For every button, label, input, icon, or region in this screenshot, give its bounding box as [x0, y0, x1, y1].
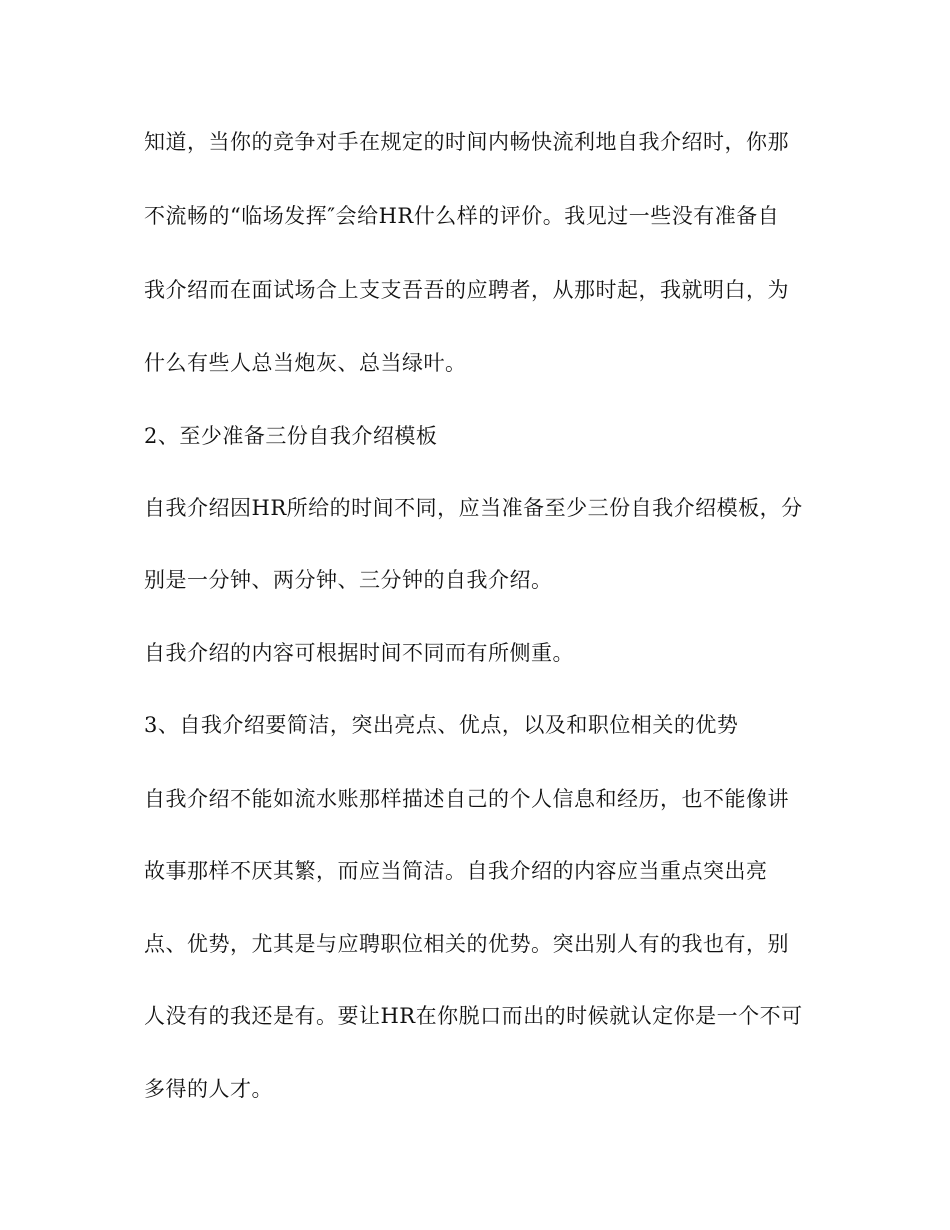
paragraph-line: 人没有的我还是有。要让HR在你脱口而出的时候就认定你是一个不可 [144, 1004, 803, 1028]
paragraph-line: 我介绍而在面试场合上支支吾吾的应聘者，从那时起，我就明白，为 [144, 278, 789, 302]
paragraph-line: 自我介绍不能如流水账那样描述自己的个人信息和经历，也不能像讲 [144, 787, 789, 811]
paragraph-line: 什么有些人总当炮灰、总当绿叶。 [144, 351, 467, 375]
paragraph-line: 点、优势，尤其是与应聘职位相关的优势。突出别人有的我也有，别 [144, 932, 789, 956]
section-heading: 3、自我介绍要简洁，突出亮点、优点，以及和职位相关的优势 [144, 713, 739, 737]
paragraph-line: 自我介绍因HR所给的时间不同，应当准备至少三份自我介绍模板，分 [144, 496, 803, 520]
paragraph-line: 知道，当你的竞争对手在规定的时间内畅快流利地自我介绍时，你那 [144, 130, 789, 154]
paragraph-line: 不流畅的“临场发挥″会给HR什么样的评价。我见过一些没有准备自 [144, 204, 780, 228]
paragraph-line: 自我介绍的内容可根据时间不同而有所侧重。 [144, 641, 574, 665]
paragraph-line: 别是一分钟、两分钟、三分钟的自我介绍。 [144, 568, 553, 592]
section-heading: 2、至少准备三份自我介绍模板 [144, 424, 438, 448]
paragraph-line: 多得的人才。 [144, 1077, 273, 1101]
paragraph-line: 故事那样不厌其繁，而应当简洁。自我介绍的内容应当重点突出亮 [144, 859, 768, 883]
